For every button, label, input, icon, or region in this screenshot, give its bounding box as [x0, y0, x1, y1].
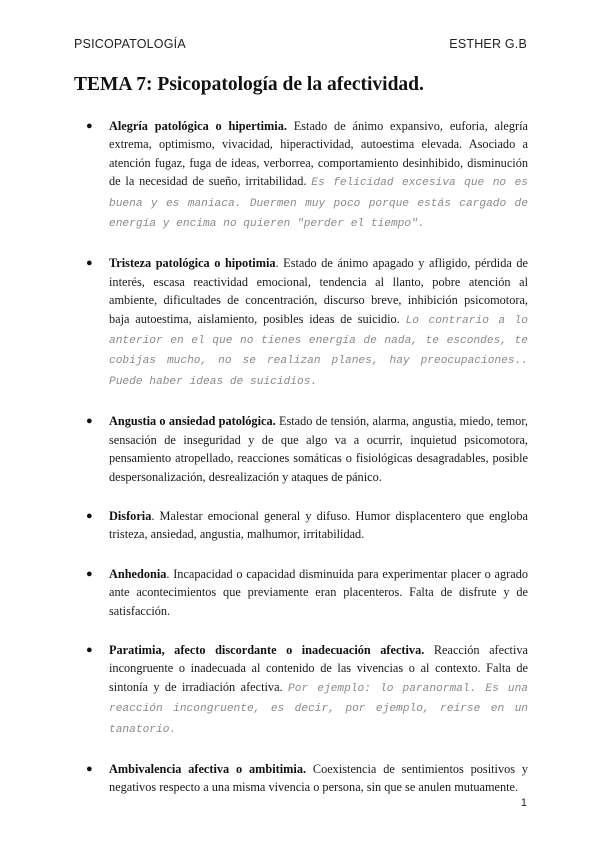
bullet-icon: ● [86, 120, 93, 132]
list-item [74, 412, 528, 486]
item-term: Ambivalencia afectiva o ambitimia. [109, 761, 307, 776]
item-text: Coexistencia de sentimientos positivos y negativos respecto a una misma vivencia o persona, sin que se anulen mutuamente. [109, 761, 529, 795]
page-number: 1 [520, 797, 527, 809]
item-term: Disforia [109, 508, 152, 523]
list-item [74, 254, 528, 391]
item-note: Por ejemplo: lo paranormal. Es una reacción incongruente, es decir, por ejemplo, reírse en un tanatorio. [109, 682, 529, 736]
item-term: Anhedonia [109, 566, 167, 581]
list-item [74, 507, 528, 544]
item-text: . Incapacidad o capacidad disminuida para experimentar placer o agrado ante acontecimientos que previamente eran placenteros. Falta de disfrute y de satisfacción. [109, 566, 528, 618]
list-item [74, 117, 528, 233]
item-text: Reacción afectiva incongruente o inadecuada al contenido de las vivencias o al contexto. Falta de sintonía y de irradiación afectiva. [109, 642, 528, 694]
list-item [74, 641, 528, 739]
list-item [74, 760, 528, 797]
header-subject: PSICOPATOLOGÍA [74, 37, 186, 51]
bullet-icon: ● [86, 643, 93, 656]
item-text: . Malestar emocional general y difuso. Humor displacentero que engloba tristeza, ansiedad, angustia, malhumor, irritabilidad. [109, 508, 528, 542]
page-title: TEMA 7: Psicopatología de la afectividad. [74, 74, 424, 95]
list-item [74, 565, 528, 620]
definition-list [74, 117, 528, 818]
item-text: . Estado de ánimo apagado y afligido, pérdida de interés, escasa reactividad emocional, tendencia al llanto, pobre atención al ambiente, dificultades de concentración, discurso breve, inhibición psicomotora, baja autoestima, aislamiento, posibles ideas de suicidio. [109, 256, 528, 326]
bullet-icon: ● [86, 567, 93, 580]
item-note: Es felicidad excesiva que no es buena y es maniaca. Duermen muy poco porque estás cargado de energía y encima no quieren "perder el tiempo". [109, 177, 528, 231]
item-text: Estado de tensión, alarma, angustia, miedo, temor, sensación de inseguridad y de que algo va a ocurrir, inquietud psicomotora, pensamiento atropellado, reacciones somáticas o fisiológicas desagradables, posible despersonalización, desrealización y ataques de pánico. [109, 414, 528, 484]
item-term: Paratimia, afecto discordante o inadecuación afectiva. [109, 642, 425, 657]
bullet-icon: ● [86, 762, 93, 775]
item-term: Tristeza patológica o hipotimia [109, 256, 276, 271]
item-text: Estado de ánimo expansivo, euforia, alegría extrema, optimismo, vivacidad, hiperactividad, autoestima elevada. Asociado a atención fugaz, fuga de ideas, verborrea, comportamiento desinhibido, disminución de la necesidad de sueño, irritabilidad. [109, 119, 528, 189]
bullet-icon: ● [86, 415, 93, 428]
bullet-icon: ● [86, 509, 93, 522]
item-note: Lo contrario a lo anterior en el que no tienes energía de nada, te escondes, te cobijas mucho, no se realizan planes, hay preocupaciones.. Puede haber ideas de suicidios. [109, 314, 528, 388]
header-author: ESTHER G.B [449, 37, 527, 51]
item-term: Alegría patológica o hipertimia. [109, 119, 287, 133]
item-term: Angustia o ansiedad patológica. [109, 414, 276, 429]
bullet-icon: ● [86, 257, 93, 270]
